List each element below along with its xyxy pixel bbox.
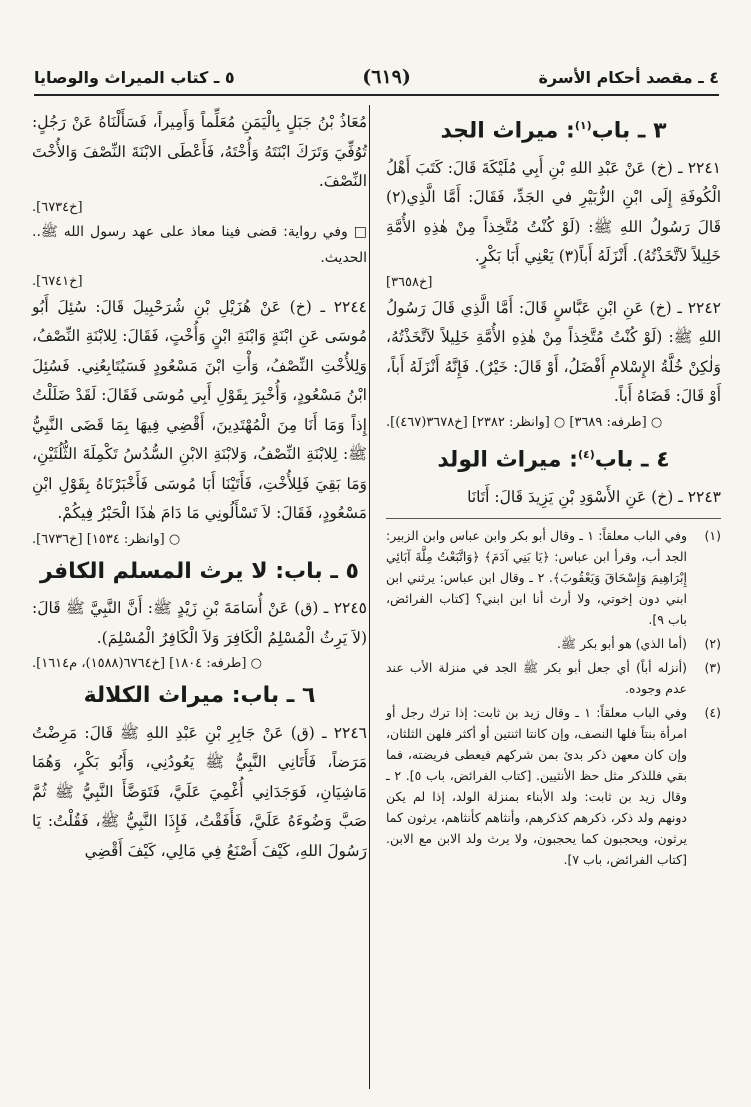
- chapter-heading-3: ٣ ـ باب$^{(١)}$: ميراث الجد: [440, 118, 667, 144]
- header-section-title: ٤ ـ مقصد أحكام الأسرة: [538, 67, 719, 87]
- reference-2242: ○ [طرفه: ٣٦٨٩] ○ [وانظر: ٢٣٨٢] [خ٣٦٧٨(٤٦٧)].: [386, 414, 663, 430]
- page-header: [34, 62, 719, 96]
- hadith-2242: ٢٢٤٢ ـ (خ) عَنِ ابْنِ عَبَّاسٍ قَالَ: أَمَّا الَّذِي قَالَ رَسُولُ اللهِ ﷺ: (لَوْ كُنْتُ مُتَّخِذاً مِنْ هٰذِهِ الأُمَّةِ خَلِيلاً لاَتَّخَذْتُهُ، وَلٰكِنْ خُلَّةُ الإِسْلامِ أَفْضَلُ، أَوْ قَالَ: خَيْرٌ). فَإِنَّهُ أَنْزَلَهُ أَباً، أَوْ قَالَ: قَضَاهُ أَباً.: [386, 298, 721, 406]
- hadith-2243-continued: مُعَاذُ بْنُ جَبَلٍ بِالْيَمَنِ مُعَلِّماً وَأَمِيراً، فَسَأَلْنَاهُ عَنْ رَجُلٍ: تُوُفِّيَ وَتَرَكَ ابْنَتَهُ وَأُخْتَهُ، فَأَعْطَى الابْنَةَ النِّصْفَ وَالأُخْتَ النِّصْفَ.: [32, 113, 367, 190]
- footnote: (٢) (أما الذي) هو أبو بكر ﷺ.: [556, 636, 721, 652]
- hadith-2241: ٢٢٤١ ـ (خ) عَنْ عَبْدِ اللهِ بْنِ أَبِي مُلَيْكَةَ قَالَ: كَتَبَ أَهْلُ الْكُوفَةِ إِلَى ابْنِ الزُّبَيْرِ في الجَدِّ، فَقَالَ: أَمَّا الَّذِي(٢) قَالَ رَسُولُ اللهِ ﷺ: (لَوْ كُنْتُ مُتَّخِذاً مِنْ هٰذِهِ الأُمَّةِ خَلِيلاً لاَتَّخَذْتُهُ). أَنْزَلَهُ أَباً(٣) يَعْنِي أَبَا بَكْرٍ.: [386, 158, 721, 266]
- reference-note: [خ٦٧٤١].: [32, 273, 83, 289]
- reference-2243: [خ٦٧٣٤].: [32, 199, 83, 215]
- chapter-heading-4: ٤ ـ باب$^{(٤)}$: ميراث الولد: [437, 447, 670, 473]
- footnote-separator: [386, 518, 721, 519]
- column-divider: [369, 105, 370, 1089]
- reference-2241: [خ٣٦٥٨]: [386, 274, 433, 290]
- footnote-marker: (٤): [577, 447, 595, 461]
- hadith-2245: ٢٢٤٥ ـ (ق) عَنْ أُسَامَةَ بْنِ زَيْدٍ ﷺ: أَنَّ النَّبِيَّ ﷺ قَالَ: (لاَ يَرِثُ الْمُسْلِمُ الْكَافِرَ وَلاَ الْكَافِرُ الْمُسْلِمَ).: [32, 599, 367, 647]
- footnote: (٣) (أنزله أباً) أي جعل أبو بكر ﷺ الجد في منزلة الأب عند عدم وجوده.: [386, 660, 721, 697]
- right-column: [386, 105, 721, 873]
- hadith-2244: ٢٢٤٤ ـ (خ) عَنْ هُزَيْلِ بْنِ شُرَحْبِيلَ قَالَ: سُئِلَ أَبُو مُوسَى عَنِ ابْنَةٍ وَابْنَةِ ابْنٍ وَأُخْتٍ، فَقَالَ: لِلابْنَةِ النِّصْفُ، وَلِلأُخْتِ النِّصْفُ، وَأْتِ ابْنَ مَسْعُودٍ فَسَيُتَابِعُنِي. فَسُئِلَ ابْنُ مَسْعُودٍ، وَأُخْبِرَ بِقَوْلِ أَبِي مُوسَى فَقَالَ: لَقَدْ ضَلَلْتُ إِذاً وَمَا أَنَا مِنَ الْمُهْتَدِينَ، أَقْضِي فِيهَا بِمَا قَضَى النَّبِيُّ ﷺ: لِلابْنَةِ النِّصْفُ، وَلابْنَةِ الابْنِ السُّدُسُ تَكْمِلَةَ الثُّلُثَيْنِ، وَمَا بَقِيَ فَلِلأُخْتِ، فَأَتَيْنَا أَبَا مُوسَى فَأَخْبَرْنَاهُ بِقَوْلِ ابْنِ مَسْعُودٍ، فَقَالَ: لاَ تَسْأَلُونِي مَا دَامَ هٰذَا الْحَبْرُ فِيكُمْ.: [32, 297, 367, 522]
- hadith-2246: ٢٢٤٦ ـ (ق) عَنْ جَابِرِ بْنِ عَبْدِ اللهِ ﷺ قَالَ: مَرِضْتُ مَرَضاً، فَأَتَانِي النَّبِيُّ ﷺ يَعُودُنِي، وَأَبُو بَكْرٍ، وَهُمَا مَاشِيَانِ، فَوَجَدَانِي أُغْمِيَ عَلَيَّ، فَتَوَضَّأَ النَّبِيُّ ﷺ ثُمَّ صَبَّ وَضُوءَهُ عَلَيَّ، فَأَفَقْتُ، فَإِذَا النَّبِيُّ ﷺ، فَقُلْتُ: يَا رَسُولَ اللهِ، كَيْفَ أَصْنَعُ فِي مَالِي، كَيْفَ أَقْضِي: [32, 723, 367, 860]
- footnote-marker: (١): [574, 119, 592, 132]
- chapter-heading-6: ٦ ـ باب: ميراث الكلالة: [83, 683, 316, 708]
- reference-2245: ○ [طرفه: ١٨٠٤] [خ٦٧٦٤(١٥٨٨)، م١٦١٤].: [32, 656, 262, 671]
- hadith-2243: ٢٢٤٣ ـ (خ) عَنِ الأَسْوَدِ بْنِ يَزِيدَ قَالَ: أَتَانَا: [467, 487, 721, 506]
- footnotes: [386, 525, 721, 870]
- footnote: (٤) وفي الباب معلقاً: ١ ـ وقال زيد بن ثابت: إذا ترك رجل أو امرأة بنتاً فلها النصف، وإن كانتا اثنتين أو أكثر فلهن الثلثان، وإن كان معهن ذكر بدئ بمن شركهم فيعطى فريضته، فما بقي فللذكر مثل حظ الأنثيين. [كتاب الفرائض، باب ٥]. ٢ ـ وقال زيد بن ثابت: ولد الأبناء بمنزلة الولد، إذا لم يكن دونهم ولد ذكر، ذكرهم كذكرهم، وأنثاهم كأنثاهم، يرثون كما يرثون، ويحجبون كما يحجبون، ولا يرث ولد الابن مع الابن. [كتاب الفرائض، باب ٧].: [386, 705, 721, 868]
- reference-2244: ○ [وانظر: ١٥٣٤] [خ٦٧٣٦].: [32, 531, 181, 547]
- chapter-heading-5: ٥ ـ باب: لا يرث المسلم الكافر: [40, 558, 359, 584]
- footnote: (١) وفي الباب معلقاً: ١ ـ وقال أبو بكر وابن عباس وابن الزبير: الجد أب، وقرأ ابن عباس: ﴿يَا بَنِي آدَمَ﴾ ﴿وَاتَّبَعْتُ مِلَّةَ آبَائِي إِبْرَاهِيمَ وَإِسْحَاقَ وَيَعْقُوبَ﴾. ٢ ـ وقال ابن عباس: يرثني ابن ابني دون إخوتي، ولا أرث أنا ابن ابني؟ [كتاب الفرائض، باب ٩].: [386, 528, 721, 628]
- left-column: [32, 108, 367, 866]
- narration-note: □ وفي رواية: قضى فينا معاذ على عهد رسول الله ﷺ.. الحديث.: [32, 223, 367, 266]
- page-number: (٦١٩): [362, 66, 411, 88]
- header-book-title: ٥ ـ كتاب الميراث والوصايا: [34, 67, 235, 87]
